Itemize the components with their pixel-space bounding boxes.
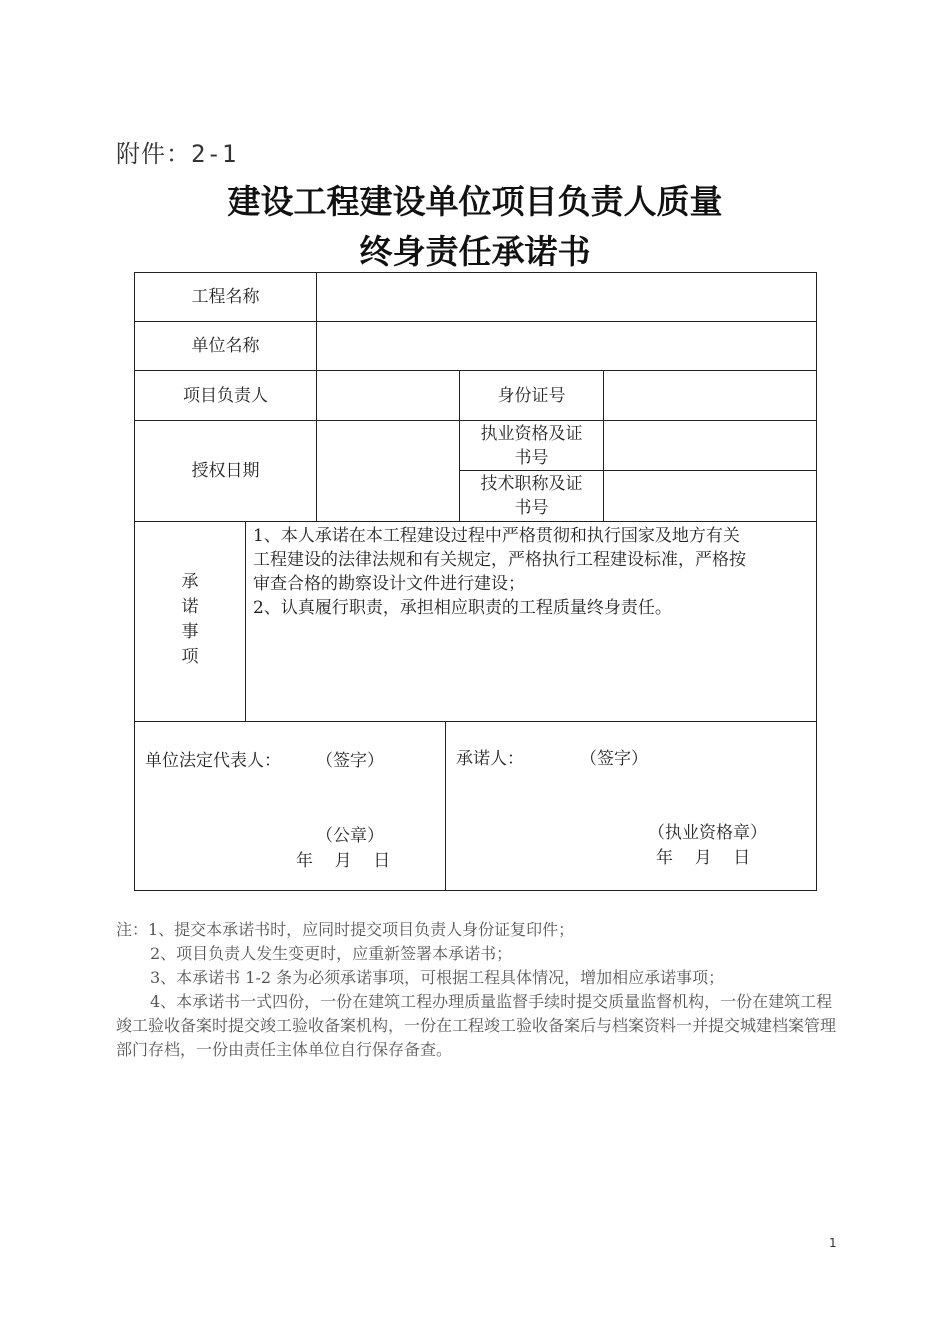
column-divider	[445, 721, 446, 890]
qualification-cert-field[interactable]	[604, 421, 816, 470]
project-name-label: 工程名称	[191, 287, 260, 307]
legal-representative-signature[interactable]: （签字）	[316, 751, 384, 771]
commitment-label-char: 事	[181, 622, 199, 642]
note-item: 2、项目负责人发生变更时，应重新签署本承诺书；	[150, 944, 513, 963]
table-border-bottom	[134, 890, 817, 891]
notes-section	[116, 918, 840, 1062]
row-divider	[134, 721, 817, 722]
project-leader-label: 项目负责人	[183, 385, 268, 406]
signature-date-right[interactable]: 年 月 日	[656, 848, 751, 868]
attachment-label: 附件：2-1	[116, 140, 238, 168]
promisor-signature[interactable]: （签字）	[580, 749, 648, 769]
id-number-field[interactable]	[604, 371, 816, 420]
authorization-date-label: 授权日期	[191, 461, 260, 481]
technical-title-field[interactable]	[604, 471, 816, 521]
id-number-label: 身份证号	[497, 385, 566, 406]
project-name-field[interactable]	[317, 273, 816, 321]
signature-date-left[interactable]: 年 月 日	[296, 851, 391, 871]
authorization-date-field[interactable]	[317, 421, 459, 521]
page-number: 1	[829, 1236, 837, 1250]
qualification-cert-label-line-2: 书号	[514, 447, 549, 468]
qualification-cert-label	[460, 421, 603, 470]
note-item: 注：1、提交本承诺书时，应同时提交项目负责人身份证复印件；	[116, 920, 575, 939]
unit-name-label: 单位名称	[191, 336, 260, 356]
commitment-line: 1、本人承诺在本工程建设过程中严格贯彻和执行国家及地方有关	[253, 526, 740, 546]
qualification-seal-label: （执业资格章）	[648, 823, 767, 843]
note-item: 3、本承诺书 1-2 条为必须承诺事项，可根据工程具体情况，增加相应承诺事项；	[150, 968, 725, 987]
unit-name-field[interactable]	[317, 322, 816, 370]
document-title-line-2: 终身责任承诺书	[359, 232, 591, 271]
document-title-line-1: 建设工程建设单位项目负责人质量	[227, 182, 723, 221]
row-divider	[134, 521, 817, 522]
commitment-label-char: 项	[181, 647, 199, 667]
commitment-items-label	[135, 570, 245, 670]
official-seal-label: （公章）	[316, 826, 384, 846]
legal-representative-label: 单位法定代表人：	[145, 751, 281, 771]
note-item: 4、本承诺书一式四份，一份在建筑工程办理质量监督手续时提交质量监督机构，一份在建筑工程竣工验收备案时提交竣工验收备案机构，一份在工程竣工验收备案后与档案资料一并提交城建档案管理部门存档，一份由责任主体单位自行保存备查。	[116, 992, 837, 1059]
qualification-cert-label-line-1: 执业资格及证	[480, 423, 583, 444]
promisor-label: 承诺人：	[456, 749, 524, 769]
commitment-label-char: 承	[181, 572, 199, 592]
commitment-line: 审查合格的勘察设计文件进行建设；	[253, 574, 525, 594]
commitment-text	[253, 524, 813, 620]
commitment-line: 工程建设的法律法规和有关规定，严格执行工程建设标准，严格按	[253, 550, 746, 570]
column-divider	[245, 521, 246, 721]
technical-title-label-line-1: 技术职称及证	[480, 474, 583, 494]
table-border-right	[816, 272, 817, 891]
commitment-label-char: 诺	[181, 597, 199, 617]
project-leader-field[interactable]	[317, 371, 459, 420]
commitment-line: 2、认真履行职责，承担相应职责的工程质量终身责任。	[253, 598, 672, 618]
technical-title-label-line-2: 书号	[514, 498, 549, 518]
technical-title-label	[460, 471, 603, 521]
